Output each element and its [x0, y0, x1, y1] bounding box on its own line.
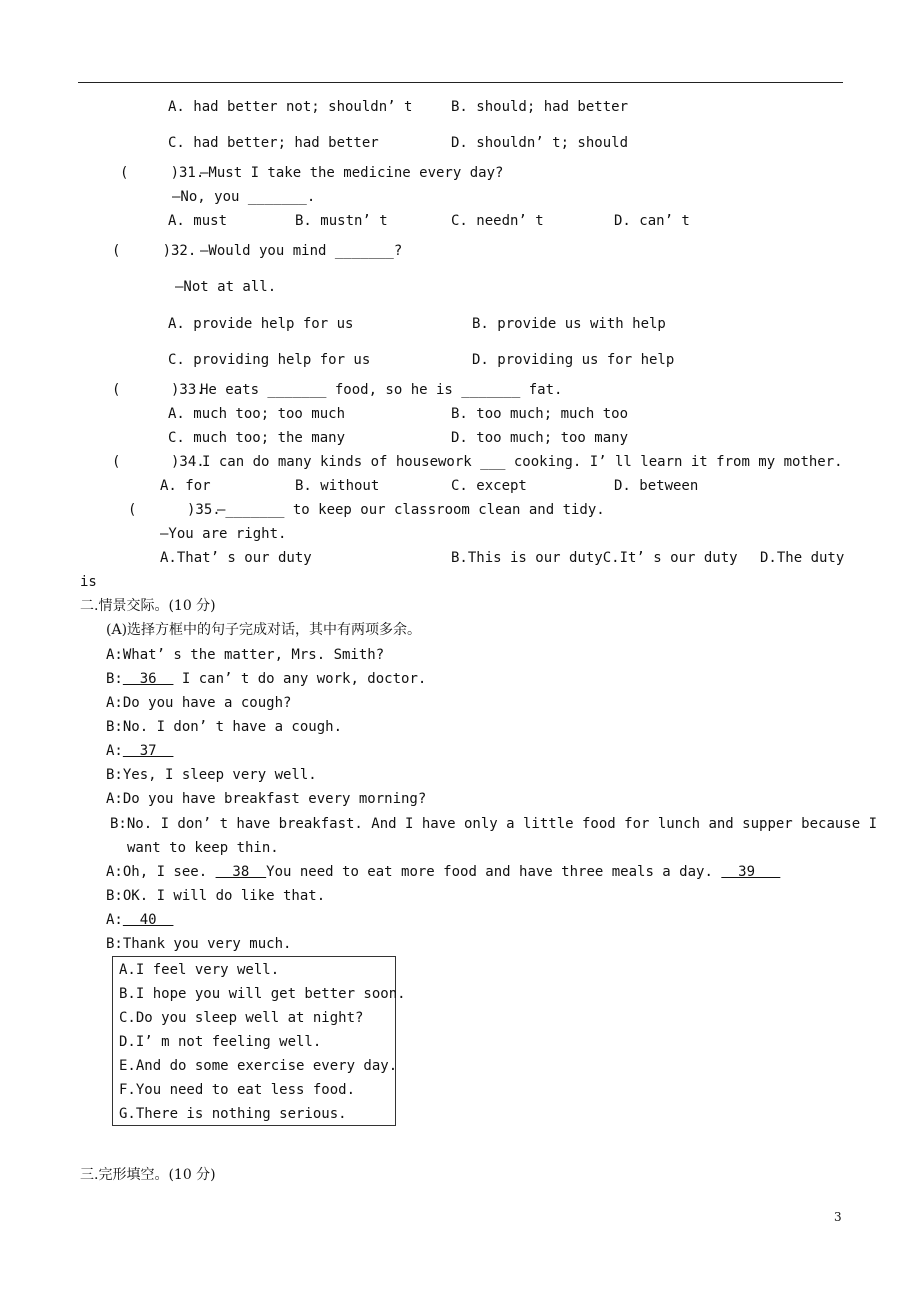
option-item: D.I’ m not feeling well. — [119, 1034, 322, 1050]
q34-stem: I can do many kinds of housework ___ cooking. I’ ll learn it from my mother. — [202, 454, 843, 470]
q34-option-d: D. between — [614, 478, 699, 494]
q32-reply: —Not at all. — [175, 279, 277, 295]
q35-option-a: A.That’ s our duty — [160, 550, 312, 566]
dialog-line: B:Yes, I sleep very well. — [106, 767, 317, 783]
blank-36: 36 — [122, 671, 174, 687]
q33-option-b: B. too much; much too — [451, 406, 629, 422]
q33-option-c: C. much too; the many — [168, 430, 346, 446]
q34-option-b: B. without — [295, 478, 380, 494]
dialog-line: B:Thank you very much. — [106, 936, 292, 952]
option-item: E.And do some exercise every day. — [119, 1058, 398, 1074]
q31-option-d: D. can’ t — [614, 213, 690, 229]
q32-number: ( )32. — [112, 243, 197, 259]
q30-option-d: D. shouldn’ t; should — [451, 135, 629, 151]
section-2-title: 二.情景交际。(10 分) — [80, 598, 216, 614]
page-number: 3 — [834, 1210, 842, 1224]
q34-number: ( )34. — [112, 454, 205, 470]
dialog-line: A:Do you have a cough? — [106, 695, 292, 711]
q35-option-d: D.The duty — [760, 550, 845, 566]
q31-stem: —Must I take the medicine every day? — [200, 165, 504, 181]
q33-option-d: D. too much; too many — [451, 430, 629, 446]
q31-reply: —No, you _______. — [172, 189, 316, 205]
dialog-line: A:Oh, I see. 38 You need to eat more food and have three meals a day. 39 — [106, 864, 781, 880]
q35-stem: —_______ to keep our classroom clean and tidy. — [217, 502, 605, 518]
q34-option-a: A. for — [160, 478, 211, 494]
option-item: G.There is nothing serious. — [119, 1106, 347, 1122]
q34-option-c: C. except — [451, 478, 527, 494]
q32-option-a: A. provide help for us — [168, 316, 354, 332]
option-item: F.You need to eat less food. — [119, 1082, 356, 1098]
q31-option-b: B. mustn’ t — [295, 213, 388, 229]
blank-38: 38 — [215, 864, 267, 880]
q35-option-bc: B.This is our dutyC.It’ s our duty — [451, 550, 738, 566]
q32-option-c: C. providing help for us — [168, 352, 371, 368]
option-item: A.I feel very well. — [119, 962, 280, 978]
blank-39: 39 — [721, 864, 781, 880]
blank-37: 37 — [122, 743, 174, 759]
section-3-title: 三.完形填空。(10 分) — [80, 1167, 216, 1183]
dialog-line: A: 37 — [106, 743, 174, 759]
q35-option-d-wrap: is — [80, 574, 97, 590]
q31-number: ( )31. — [120, 165, 205, 181]
q35-reply: —You are right. — [160, 526, 287, 542]
dialog-line: A:Do you have breakfast every morning? — [106, 791, 427, 807]
options-box — [112, 956, 406, 1126]
header-rule — [78, 82, 843, 83]
q30-option-c: C. had better; had better — [168, 135, 379, 151]
q30-option-a: A. had better not; shouldn’ t — [168, 99, 413, 115]
blank-40: 40 — [122, 912, 174, 928]
q32-option-d: D. providing us for help — [472, 352, 675, 368]
dialog-line: B:No. I don’ t have a cough. — [106, 719, 343, 735]
dialog-line: B: 36 I can’ t do any work, doctor. — [106, 671, 427, 687]
dialog-line: B:OK. I will do like that. — [106, 888, 326, 904]
q33-option-a: A. much too; too much — [168, 406, 346, 422]
q32-option-b: B. provide us with help — [472, 316, 666, 332]
dialog-line: B:No. I don’ t have breakfast. And I have only a little food for lunch and supper because I — [110, 816, 878, 832]
q33-number: ( )33. — [112, 382, 205, 398]
option-item: C.Do you sleep well at night? — [119, 1010, 364, 1026]
dialog-line: A:What’ s the matter, Mrs. Smith? — [106, 647, 385, 663]
section-2-instruction: (A)选择方框中的句子完成对话，其中有两项多余。 — [106, 622, 422, 638]
q30-option-b: B. should; had better — [451, 99, 629, 115]
dialog-line-wrap: want to keep thin. — [127, 840, 279, 856]
q33-stem: He eats _______ food, so he is _______ fat. — [200, 382, 563, 398]
option-item: B.I hope you will get better soon. — [119, 986, 406, 1002]
q31-option-c: C. needn’ t — [451, 213, 544, 229]
q35-number: ( )35. — [128, 502, 221, 518]
q32-stem: —Would you mind _______? — [200, 243, 403, 259]
q31-option-a: A. must — [168, 213, 228, 229]
dialog-line: A: 40 — [106, 912, 174, 928]
